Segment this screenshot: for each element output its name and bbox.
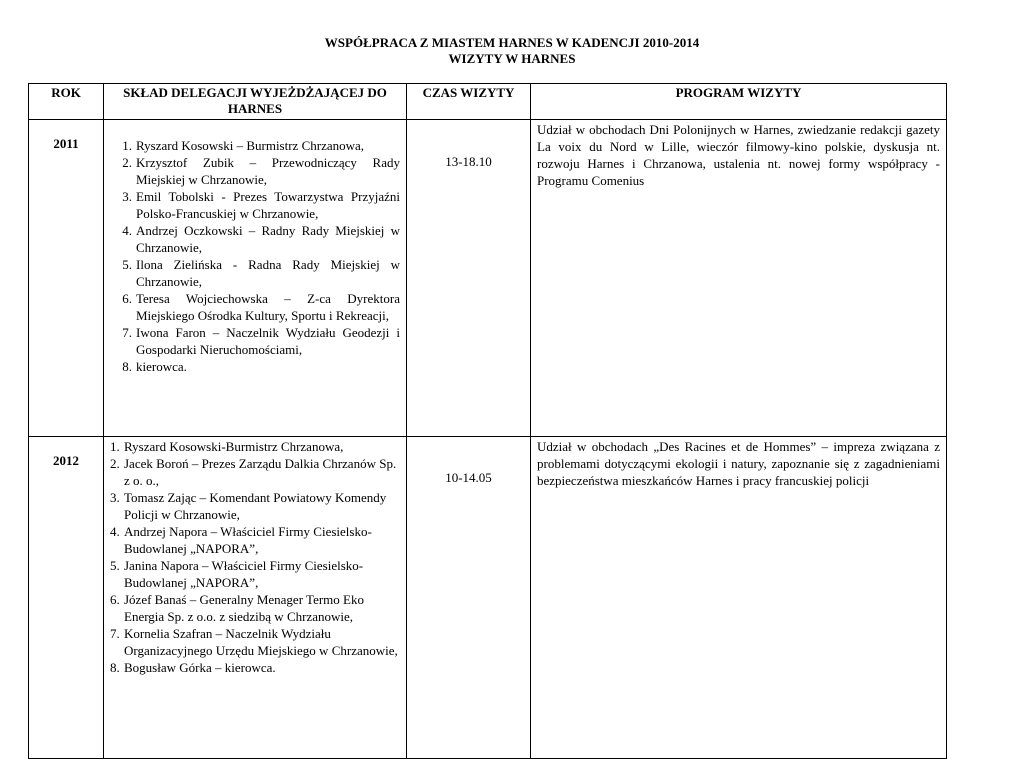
list-item <box>110 591 400 625</box>
item-number: 1. <box>110 439 120 454</box>
cell-program: Udział w obchodach „Des Racines et de Hommes” – impreza związana z problemami dotyczącymi ekologii i natury, zapoznanie się z zagadnieniami bezpieczeństwa mieszkańców Harnes i pracy francuskiej policji <box>531 437 947 759</box>
item-number: 5. <box>110 558 120 573</box>
item-number: 7. <box>110 626 120 641</box>
item-text: Ryszard Kosowski – Burmistrz Chrzanowa, <box>136 138 365 153</box>
cell-sklad <box>104 120 407 437</box>
item-number: 2. <box>122 155 132 170</box>
item-number: 3. <box>110 490 120 505</box>
item-text: Iwona Faron – Naczelnik Wydziału Geodezji i Gospodarki Nieruchomościami, <box>136 325 400 357</box>
cell-czas: 10-14.05 <box>407 437 531 759</box>
delegation-list <box>104 120 406 375</box>
item-number: 8. <box>110 660 120 675</box>
table-row <box>29 120 947 437</box>
item-text: Krzysztof Zubik – Przewodniczący Rady Miejskiej w Chrzanowie, <box>136 155 400 187</box>
item-text: Teresa Wojciechowska – Z-ca Dyrektora Miejskiego Ośrodka Kultury, Sportu i Rekreacji, <box>136 291 400 323</box>
cell-sklad <box>104 437 407 759</box>
list-item <box>114 137 400 154</box>
table-header-row <box>29 84 947 120</box>
visits-table <box>28 83 947 759</box>
header-rok: ROK <box>29 84 104 120</box>
item-number: 4. <box>122 223 132 238</box>
item-text: kierowca. <box>136 359 187 374</box>
item-text: Kornelia Szafran – Naczelnik Wydziału Organizacyjnego Urzędu Miejskiego w Chrzanowie, <box>124 626 398 658</box>
list-item <box>114 188 400 222</box>
header-program: PROGRAM WIZYTY <box>531 84 947 120</box>
list-item <box>110 659 400 676</box>
item-number: 7. <box>122 325 132 340</box>
list-item <box>110 489 400 523</box>
item-text: Ryszard Kosowski-Burmistrz Chrzanowa, <box>124 439 344 454</box>
list-item <box>110 625 400 659</box>
document-title <box>0 35 1024 67</box>
header-czas: CZAS WIZYTY <box>407 84 531 120</box>
list-item <box>110 438 400 455</box>
item-text: Józef Banaś – Generalny Menager Termo Eko Energia Sp. z o.o. z siedzibą w Chrzanowie, <box>124 592 364 624</box>
table-row <box>29 437 947 759</box>
cell-rok: 2012 <box>29 437 104 759</box>
list-item <box>110 523 400 557</box>
item-text: Janina Napora – Właściciel Firmy Ciesielsko-Budowlanej „NAPORA”, <box>124 558 364 590</box>
list-item <box>114 256 400 290</box>
cell-czas: 13-18.10 <box>407 120 531 437</box>
list-item <box>110 557 400 591</box>
item-text: Ilona Zielińska - Radna Rady Miejskiej w Chrzanowie, <box>136 257 400 289</box>
list-item <box>114 358 400 375</box>
item-number: 4. <box>110 524 120 539</box>
list-item <box>114 154 400 188</box>
list-item <box>110 455 400 489</box>
item-number: 5. <box>122 257 132 272</box>
item-number: 2. <box>110 456 120 471</box>
item-number: 3. <box>122 189 132 204</box>
item-text: Andrzej Oczkowski – Radny Rady Miejskiej w Chrzanowie, <box>136 223 400 255</box>
list-item <box>114 222 400 256</box>
item-number: 1. <box>122 138 132 153</box>
cell-program: Udział w obchodach Dni Polonijnych w Harnes, zwiedzanie redakcji gazety La voix du Nord w Lille, wieczór filmowy-kino polskie, dyskusja nt. rozwoju Harnes i Chrzanowa, ustalenia nt. nowej formy współpracy - Programu Comenius <box>531 120 947 437</box>
item-number: 6. <box>110 592 120 607</box>
header-sklad: SKŁAD DELEGACJI WYJEŻDŻAJĄCEJ DO HARNES <box>104 84 407 120</box>
item-number: 8. <box>122 359 132 374</box>
list-item <box>114 324 400 358</box>
delegation-list <box>104 437 406 676</box>
item-text: Andrzej Napora – Właściciel Firmy Ciesielsko-Budowlanej „NAPORA”, <box>124 524 372 556</box>
title-line-2: WIZYTY W HARNES <box>448 51 576 66</box>
item-text: Emil Tobolski - Prezes Towarzystwa Przyjaźni Polsko-Francuskiej w Chrzanowie, <box>136 189 400 221</box>
title-line-1: WSPÓŁPRACA Z MIASTEM HARNES W KADENCJI 2010-2014 <box>324 35 700 50</box>
item-text: Jacek Boroń – Prezes Zarządu Dalkia Chrzanów Sp. z o. o., <box>124 456 397 488</box>
item-number: 6. <box>122 291 132 306</box>
cell-rok: 2011 <box>29 120 104 437</box>
item-text: Bogusław Górka – kierowca. <box>124 660 276 675</box>
list-item <box>114 290 400 324</box>
item-text: Tomasz Zając – Komendant Powiatowy Komendy Policji w Chrzanowie, <box>124 490 387 522</box>
